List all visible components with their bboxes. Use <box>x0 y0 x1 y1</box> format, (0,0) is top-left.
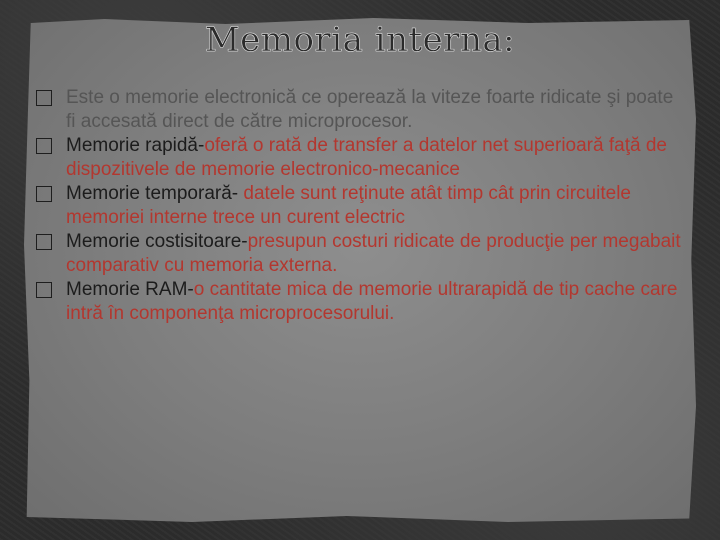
list-item <box>36 134 686 182</box>
item-lead: Memorie costisitoare- <box>66 231 248 252</box>
item-lead: Memorie RAM- <box>66 279 194 300</box>
item-detail: presupun costuri ridicate de producţie per megabait comparativ cu memoria externa. <box>66 231 681 276</box>
list-item <box>36 230 686 278</box>
hollow-square-bullet-icon <box>36 234 52 250</box>
item-lead: Memorie rapidă- <box>66 135 205 156</box>
item-detail: o cantitate mica de memorie ultrarapidă de tip cache care intră în componenţa microprocesorului. <box>66 279 678 324</box>
list-item <box>36 278 686 326</box>
item-text: Este o memorie electronică ce operează la viteze foarte ridicate şi poate fi accesată direct de către microprocesor. <box>66 87 674 132</box>
slide-title: Memoria interna: <box>204 20 516 60</box>
bullet-list <box>36 86 686 326</box>
item-detail: oferă o rată de transfer a datelor net superioară faţă de dispozitivele de memorie electronico-mecanice <box>66 135 667 180</box>
hollow-square-bullet-icon <box>36 138 52 154</box>
item-lead: Memorie temporară- <box>66 183 239 204</box>
list-item <box>36 182 686 230</box>
hollow-square-bullet-icon <box>36 186 52 202</box>
hollow-square-bullet-icon <box>36 282 52 298</box>
list-item <box>36 86 686 134</box>
hollow-square-bullet-icon <box>36 90 52 106</box>
item-detail: datele sunt reţinute atât timp cât prin circuitele memoriei interne trece un curent electric <box>66 183 631 228</box>
